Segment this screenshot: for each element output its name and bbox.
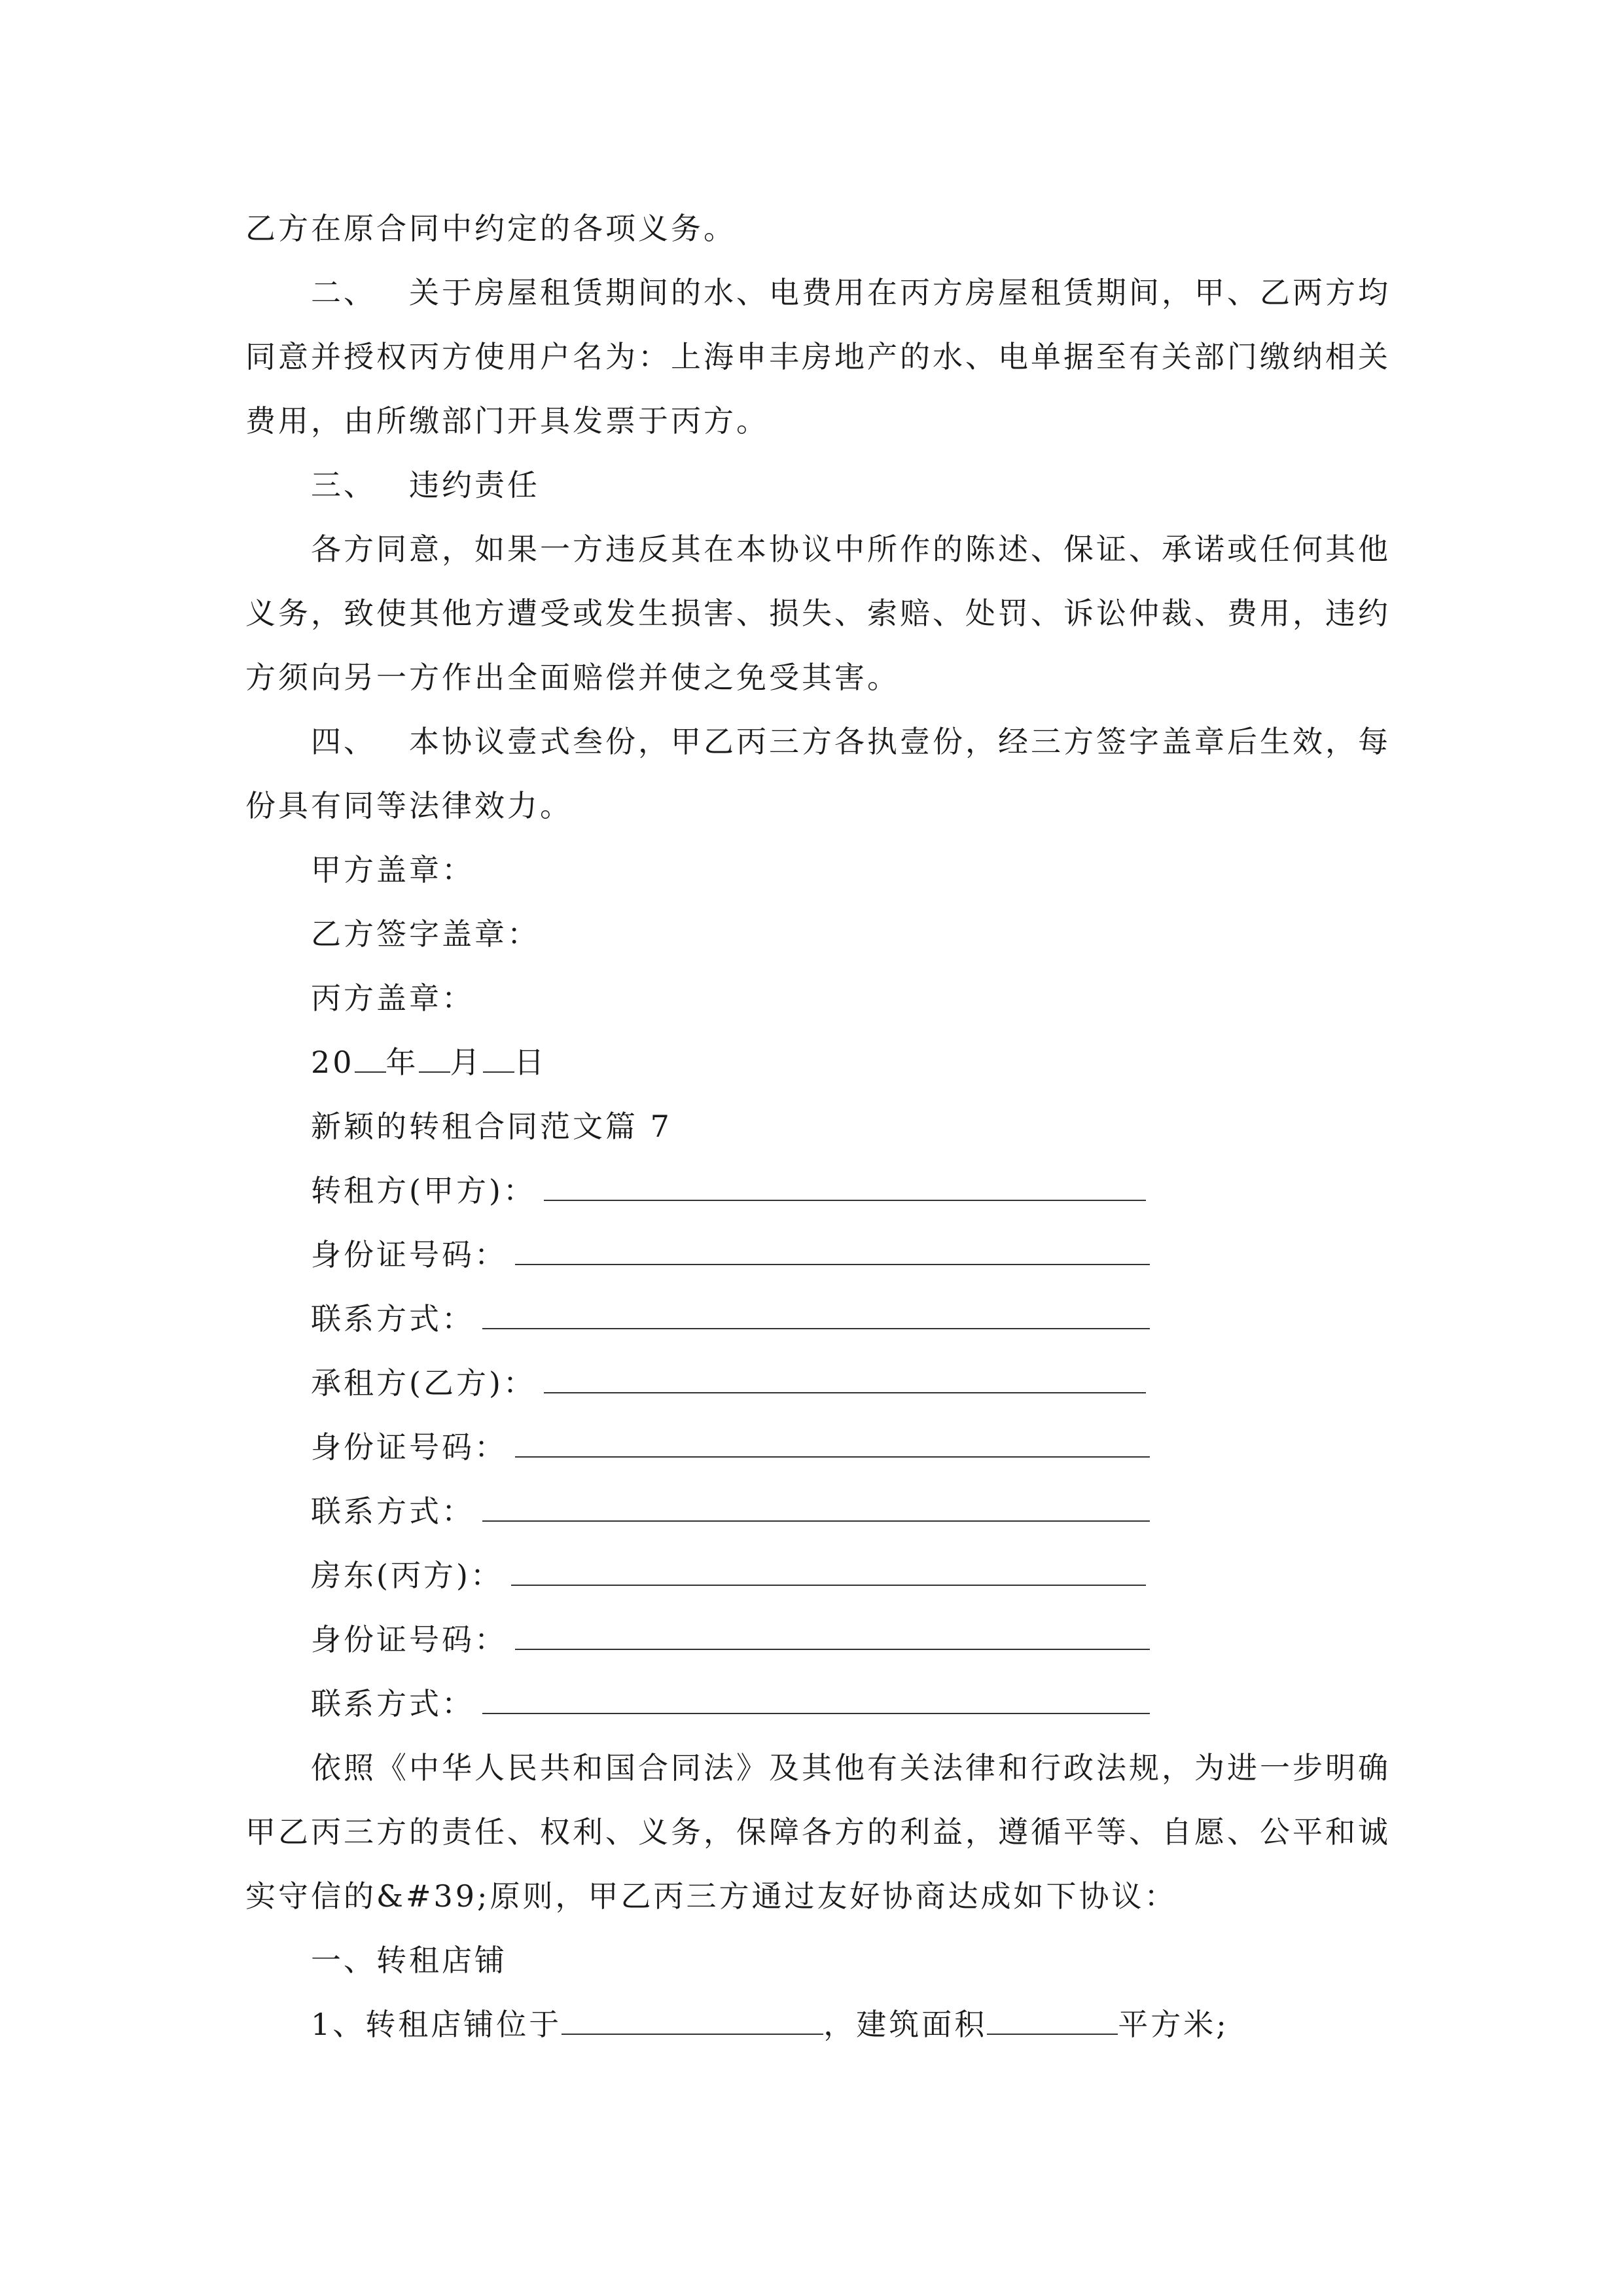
subsection-heading bbox=[245, 1928, 1384, 1992]
fill-line bbox=[511, 1556, 1146, 1586]
text: 新颖的转租合同范文篇 7 bbox=[311, 1109, 672, 1144]
fill-line bbox=[482, 1684, 1150, 1714]
fill-line bbox=[515, 1235, 1150, 1265]
paragraph-line bbox=[245, 645, 1384, 709]
text: 费用，由所缴部门开具发票于丙方。 bbox=[245, 403, 769, 439]
clause-four-heading bbox=[245, 709, 1391, 774]
paragraph-line bbox=[245, 1736, 1391, 1800]
date-day: 日 bbox=[514, 1045, 547, 1080]
section-title bbox=[245, 1094, 1384, 1158]
text: 乙方签字盖章： bbox=[311, 916, 540, 952]
shop-location-line bbox=[245, 1992, 1384, 2056]
clause-two-heading bbox=[245, 260, 1391, 325]
text: 本协议壹式叁份，甲乙丙三方各执壹份，经三方签字盖章后生效，每 bbox=[409, 724, 1391, 759]
field-label: 承租方(乙方)： bbox=[311, 1365, 536, 1401]
fill-line bbox=[482, 1492, 1150, 1522]
text: 甲方盖章： bbox=[311, 852, 474, 888]
paragraph-line bbox=[245, 325, 1391, 389]
text: 平方米; bbox=[1118, 2007, 1229, 2042]
day-blank bbox=[483, 1043, 514, 1073]
field-landlord bbox=[245, 1543, 1384, 1607]
paragraph-line bbox=[245, 1864, 1384, 1928]
text: 乙方在原合同中约定的各项义务。 bbox=[245, 211, 736, 246]
document-page bbox=[245, 196, 1391, 2056]
year-blank bbox=[355, 1043, 386, 1073]
text: 丙方盖章： bbox=[311, 980, 474, 1016]
paragraph-line bbox=[245, 1800, 1391, 1864]
field-label: 房东(丙方)： bbox=[311, 1558, 503, 1593]
signature-party-a bbox=[245, 838, 1384, 902]
text: 实守信的&#39;原则，甲乙丙三方通过友好协商达成如下协议： bbox=[245, 1878, 1177, 1914]
field-lessee-id bbox=[245, 1415, 1384, 1479]
paragraph-line bbox=[245, 196, 1384, 260]
fill-line bbox=[515, 1620, 1150, 1650]
field-lessee-contact bbox=[245, 1479, 1384, 1543]
field-sublessor-contact bbox=[245, 1287, 1384, 1351]
month-blank bbox=[419, 1043, 450, 1073]
clause-number: 三、 bbox=[311, 467, 376, 503]
text: 各方同意，如果一方违反其在本协议中所作的陈述、保证、承诺或任何其他 bbox=[311, 531, 1391, 567]
date-prefix: 20 bbox=[311, 1045, 355, 1080]
field-lessee bbox=[245, 1351, 1384, 1415]
field-sublessor bbox=[245, 1158, 1384, 1223]
field-label: 身份证号码： bbox=[311, 1622, 507, 1657]
area-blank bbox=[987, 2005, 1118, 2035]
field-label: 联系方式： bbox=[311, 1494, 474, 1529]
paragraph-line bbox=[245, 581, 1391, 645]
fill-line bbox=[482, 1299, 1150, 1329]
field-label: 身份证号码： bbox=[311, 1237, 507, 1272]
text: 方须向另一方作出全面赔偿并使之免受其害。 bbox=[245, 660, 900, 695]
fill-line bbox=[544, 1171, 1146, 1201]
paragraph-line bbox=[245, 517, 1391, 581]
field-label: 联系方式： bbox=[311, 1301, 474, 1336]
field-landlord-contact bbox=[245, 1672, 1384, 1736]
clause-number: 二、 bbox=[311, 275, 376, 310]
clause-number: 四、 bbox=[311, 724, 376, 759]
text: 同意并授权丙方使用户名为：上海申丰房地产的水、电单据至有关部门缴纳相关 bbox=[245, 339, 1391, 374]
field-landlord-id bbox=[245, 1607, 1384, 1672]
paragraph-line bbox=[245, 774, 1384, 838]
text: 甲乙丙三方的责任、权利、义务，保障各方的利益，遵循平等、自愿、公平和诚 bbox=[245, 1814, 1391, 1850]
signature-party-c bbox=[245, 966, 1384, 1030]
text: 一、转租店铺 bbox=[311, 1943, 507, 1978]
date-line bbox=[245, 1030, 1384, 1094]
date-month: 月 bbox=[450, 1045, 483, 1080]
fill-line bbox=[544, 1363, 1146, 1393]
text: 1、转租店铺位于 bbox=[311, 2007, 562, 2042]
text: ，建筑面积 bbox=[823, 2007, 988, 2042]
text: 关于房屋租赁期间的水、电费用在丙方房屋租赁期间，甲、乙两方均 bbox=[409, 275, 1391, 310]
field-label: 身份证号码： bbox=[311, 1429, 507, 1465]
text: 义务，致使其他方遭受或发生损害、损失、索赔、处罚、诉讼仲裁、费用，违约 bbox=[245, 596, 1391, 631]
text: 依照《中华人民共和国合同法》及其他有关法律和行政法规，为进一步明确 bbox=[311, 1750, 1391, 1785]
location-blank bbox=[562, 2005, 823, 2035]
field-label: 转租方(甲方)： bbox=[311, 1173, 536, 1208]
paragraph-line bbox=[245, 389, 1384, 453]
fill-line bbox=[515, 1427, 1150, 1458]
text: 违约责任 bbox=[409, 467, 540, 503]
text: 份具有同等法律效力。 bbox=[245, 788, 573, 823]
field-label: 联系方式： bbox=[311, 1686, 474, 1721]
date-year: 年 bbox=[385, 1045, 419, 1080]
field-sublessor-id bbox=[245, 1223, 1384, 1287]
signature-party-b bbox=[245, 902, 1384, 966]
clause-three-heading bbox=[245, 453, 1384, 517]
